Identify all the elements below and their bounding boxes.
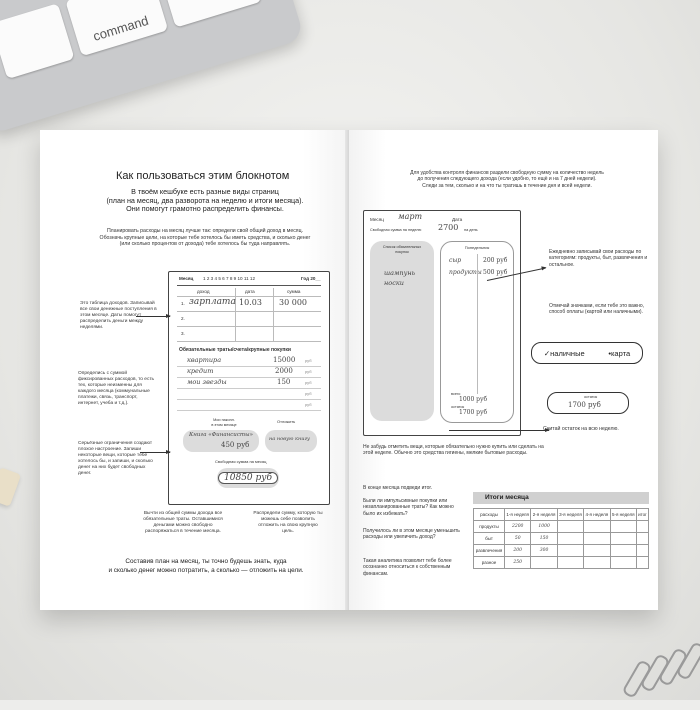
header-line: до получения следующего дохода (если удобно, то ещё и на 7 дней недели). (417, 176, 597, 183)
note-subtract: Вычти из общей суммы дохода все обязательные траты. Оставшимися деньгами можно свободно распоряжаться в течение месяца. (143, 511, 223, 534)
intro-line: Планировать расходы на месяц лучше так: определи свой общий доход в месяц. (106, 228, 304, 234)
card-option: •карта (608, 348, 631, 358)
page-title: Как пользоваться этим блокнотом (116, 170, 290, 182)
note-payment-method: Отмечай значками, если тебе это важно, способ оплаты (картой или наличными). (549, 303, 645, 316)
note-analytics: Такая аналитика позволит тебе более осознанно относиться к собственным финансам. (363, 558, 452, 577)
keyboard-key (159, 0, 262, 28)
right-header-text (367, 170, 647, 189)
arrow (140, 452, 170, 453)
subtitle (80, 188, 330, 214)
month-numbers: 1 2 3 4 5 6 7 8 9 10 11 12 (203, 276, 256, 281)
income-date: 10.03 (239, 298, 262, 307)
right-page (349, 130, 658, 610)
expense-row: мои звезды 150 руб (177, 378, 321, 389)
note-income-table: Это таблица доходов. Записывай все свои денежные поступления в этом месяце. Даты помогут распределить деньги между неделями. (80, 301, 157, 330)
month-label: Месяц (179, 276, 194, 281)
note-distribute: Распредели сумму, которую ты можешь себе позволить отложить на свою крупную цель. (253, 511, 323, 534)
command-key: command (65, 0, 168, 56)
income-header: дата (245, 289, 255, 294)
note-remainder: Считай остаток на всю неделю. (543, 426, 619, 432)
postpone-label: Отложить (277, 419, 296, 424)
results-row: быт 50 150 (474, 533, 649, 545)
results-header-bar (473, 492, 649, 504)
subtitle-line: Они помогут грамотно распределить финансы. (126, 204, 284, 214)
intro-text (70, 228, 340, 248)
free-sum-label: Свободная сумма на месяц (215, 459, 267, 464)
note-month-end: В конце месяца подведи итог. (363, 485, 433, 491)
income-row-number: 1. (181, 301, 185, 306)
question-reduce: Получилось ли в этом месяце уменьшить расходы или увеличить доход? (363, 528, 460, 541)
results-table (473, 508, 649, 569)
footer-text (70, 558, 342, 575)
note-daily: Ежедневно записывай свои расходы по категориям: продукты, быт, развлечения и остальное. (549, 249, 648, 268)
week-sum-unit: на день (464, 228, 478, 232)
footer-line: Составив план на месяц, ты точно будешь знать, куда (125, 558, 287, 565)
cash-option: ✓наличные (543, 348, 585, 358)
income-header: сумма (287, 289, 301, 294)
remainder-oval: остаток 1700 руб (547, 392, 629, 414)
results-row: развлечения 200 300 (474, 545, 649, 557)
footer-line: и сколько денег можно потратить, а сколько — отложить на цели. (108, 566, 304, 574)
expense-row: квартира 15000 руб (177, 356, 321, 367)
income-row-number: 3. (181, 331, 185, 336)
header-line: Следи за тем, сколько и на что ты тратишь в течение дня и всей недели. (422, 182, 592, 189)
results-row: продукты 2200 1000 (474, 521, 649, 533)
subtitle-line: В твоём кешбуке есть разные виды страниц (131, 187, 279, 196)
expense-row: кредит 2000 руб (177, 367, 321, 378)
question-impulse: Были ли импульсивные покупки или незапланированные траты? Как можно было их избежать? (363, 498, 454, 517)
free-sum-value: 10850 руб (218, 472, 278, 484)
week-sum-label: Свободная сумма на неделю (370, 228, 422, 232)
free-sum-oval (217, 468, 279, 488)
expense-row: руб (177, 400, 321, 411)
arrow (136, 316, 170, 317)
subtitle-line: (план на месяц, два разворота на неделю и итоги месяца). (106, 195, 304, 205)
check-icon: ✓ (543, 348, 551, 358)
intro-line: Обозначь крупные цели, на которые тебе хотелось бы иметь средства, и сколько денег (99, 234, 311, 241)
income-row-number: 2. (181, 316, 185, 321)
note-limits: Серьёзные ограничения создают плохое настроение. Запиши некоторые вещи, которые тебе хотелось бы, и запиши, и сколько денег на них будет свободных денег. (78, 441, 153, 476)
monday-column: Понедельник сыр 200 руб продукты 500 руб всего 1000 руб остаток 1700 руб (440, 241, 514, 423)
required-list-column: Список обязательных покупок шампунь носки (370, 241, 434, 421)
notebook-spiral (600, 620, 700, 710)
expenses-list (177, 356, 321, 411)
header-line: Для удобства контроля финансов раздели свободную сумму на количество недель (410, 170, 604, 176)
date-label: Дата (452, 217, 463, 222)
year-label: Год 20__ (301, 276, 321, 281)
payment-method-pill (531, 342, 643, 364)
note-hygiene: Не забудь отметить вещи, которые обязательно нужно купить или сделать на этой неделе. Обычно это средства гигиены, мелкие бытовые расходы. (363, 444, 544, 457)
intro-line: (или сколько процентов от дохода) тебе хотелось бы туда направлять. (119, 241, 291, 247)
open-notebook (40, 130, 658, 610)
results-row: разное 250 (474, 557, 649, 569)
sample-month-page (168, 271, 330, 505)
income-sum: 30 000 (279, 298, 307, 307)
keyboard-key (0, 3, 75, 79)
savings-label: Мои накопл. в этом месяце (211, 418, 237, 427)
income-name: зарплата (189, 297, 236, 307)
results-title: Итоги месяца (485, 494, 529, 501)
postpone-oval: на новую книгу (265, 430, 317, 452)
month-label: Месяц (370, 217, 384, 222)
arrow (449, 430, 549, 431)
results-header-row: расходы 1-я неделя 2-я неделя 3-я неделя 4-я неделя 5-я неделя итог (474, 509, 649, 521)
expense-row: руб (177, 389, 321, 400)
savings-oval: Книга «Финансисты» 450 руб (183, 430, 259, 452)
note-fixed-expenses: Определись с суммой фиксированных расходов, то есть тех, которые неизменны для каждого месяца (коммунальные платежи, связь, транспорт, интернет, учеба и т.д.). (78, 371, 155, 406)
income-header: доход (197, 289, 210, 294)
week-sum-value: 2700 (438, 223, 459, 232)
dot-icon: • (608, 348, 611, 358)
sample-week-page (363, 210, 521, 436)
left-page (40, 130, 349, 610)
month-value: март (398, 212, 423, 221)
expenses-title: Обязательные траты/счета/крупные покупки (179, 347, 291, 353)
